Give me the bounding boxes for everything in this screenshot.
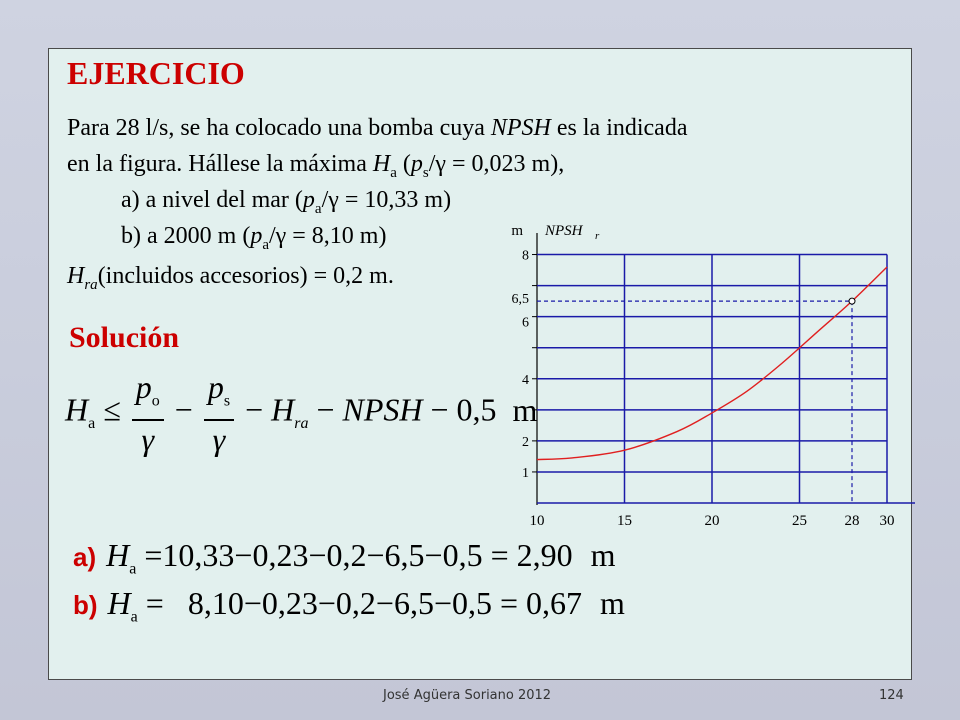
frac2-num: p xyxy=(207,369,224,405)
fraction-ps-gamma xyxy=(204,369,234,457)
item-b-pre: b) a 2000 m ( xyxy=(121,223,251,249)
npsh-term: NPSH xyxy=(490,115,551,141)
slide-panel xyxy=(48,48,912,680)
inequality-formula xyxy=(65,369,537,457)
item-b-psub: a xyxy=(262,236,269,253)
answer-a-h: H xyxy=(106,537,130,573)
answer-a-expr: =10,33−0,23−0,2−6,5−0,5 = 2,90 xyxy=(144,537,573,573)
answer-a xyxy=(73,537,616,578)
hra-var: H xyxy=(67,263,85,289)
answer-b xyxy=(73,585,625,626)
problem-line-1-post: es la indicada xyxy=(550,115,688,141)
chart-labels xyxy=(511,223,894,529)
leq-symbol: ≤ xyxy=(103,391,121,428)
paren-open: ( xyxy=(396,151,411,177)
formula-h: H xyxy=(65,391,89,428)
minus-1: − xyxy=(174,391,193,428)
minus-4: − xyxy=(430,391,449,428)
frac2-den: γ xyxy=(212,421,226,458)
item-a-post: = 10,33 m) xyxy=(338,187,452,213)
answer-a-hsub: a xyxy=(129,560,137,578)
frac1-den: γ xyxy=(141,421,155,458)
hra-sub: ra xyxy=(84,276,98,293)
x-tick-label: 10 xyxy=(529,513,545,529)
operating-point-marker xyxy=(849,298,855,304)
slide-footer xyxy=(0,688,960,720)
formula-npsh: NPSH xyxy=(342,391,423,428)
x-tick-label: 20 xyxy=(704,513,720,529)
p-sub: s xyxy=(422,164,429,181)
h-sub: a xyxy=(390,164,397,181)
answer-a-unit: m xyxy=(590,537,616,573)
formula-h-sub: a xyxy=(88,414,96,432)
y-tick-label: 6,5 xyxy=(511,292,529,308)
answer-b-unit: m xyxy=(600,585,625,621)
answer-a-label: a) xyxy=(73,542,97,572)
answer-b-hsub: a xyxy=(130,608,138,626)
footer-author: José Agüera Soriano 2012 xyxy=(383,688,552,703)
item-b-post: = 8,10 m) xyxy=(286,223,387,249)
y-axis-label-sub: r xyxy=(595,230,600,242)
y-tick-label: 6 xyxy=(522,315,529,331)
slide-title: EJERCICIO xyxy=(67,55,245,91)
x-tick-label: 30 xyxy=(879,513,895,529)
formula-h2: H xyxy=(271,391,295,428)
minus-3: − xyxy=(316,391,335,428)
item-a-pre: a) a nivel del mar ( xyxy=(121,187,303,213)
answer-b-h: H xyxy=(107,585,131,621)
item-b-slash: / xyxy=(268,223,276,249)
problem-item-a xyxy=(121,187,451,218)
frac1-num-sub: o xyxy=(151,392,160,410)
y-tick-label: 2 xyxy=(522,434,529,450)
fraction-po-gamma xyxy=(132,369,164,457)
hra-post: (incluidos accesorios) = 0,2 m. xyxy=(97,263,394,289)
answer-b-label: b) xyxy=(73,590,98,620)
p-var: p xyxy=(410,151,423,177)
solution-heading: Solución xyxy=(69,321,180,354)
item-b-p: p xyxy=(250,223,263,249)
item-a-p: p xyxy=(302,187,315,213)
y-tick-label: 4 xyxy=(522,372,529,388)
item-b-gamma: γ xyxy=(275,223,287,249)
y-unit-label: m xyxy=(511,223,523,239)
problem-line-1-pre: Para 28 l/s, se ha colocado una bomba cuya xyxy=(67,115,491,141)
footer-page-number: 124 xyxy=(879,688,904,703)
npsh-chart xyxy=(479,223,919,537)
formula-h2-sub: ra xyxy=(294,414,309,432)
chart-guides xyxy=(537,301,852,503)
frac1-num: p xyxy=(135,369,152,405)
minus-2: − xyxy=(245,391,264,428)
item-a-psub: a xyxy=(314,200,322,217)
problem-line-2-pre: en la figura. Hállese la máxima xyxy=(67,151,373,177)
problem-item-b xyxy=(121,223,386,254)
problem-hra-line xyxy=(67,263,394,294)
formula-const: 0,5 xyxy=(456,391,497,428)
y-axis-label: NPSH xyxy=(545,223,583,239)
problem-line-1 xyxy=(67,115,687,142)
x-tick-label: 28 xyxy=(844,513,860,529)
answer-b-expr: = 8,10−0,23−0,2−6,5−0,5 = 0,67 xyxy=(145,585,583,621)
gamma-symbol: γ xyxy=(435,151,447,177)
frac2-num-sub: s xyxy=(223,392,231,410)
h-var: H xyxy=(372,151,391,177)
formula-unit: m xyxy=(512,391,538,428)
chart-grid xyxy=(532,233,915,505)
problem-line-2 xyxy=(67,151,564,182)
y-tick-label: 1 xyxy=(522,465,529,481)
x-tick-label: 25 xyxy=(792,513,807,529)
problem-line-2-post: = 0,023 m), xyxy=(446,151,565,177)
y-tick-label: 8 xyxy=(522,248,529,264)
slash: / xyxy=(428,151,436,177)
x-tick-label: 15 xyxy=(617,513,632,529)
item-a-slash: / xyxy=(321,187,329,213)
item-a-gamma: γ xyxy=(328,187,339,213)
